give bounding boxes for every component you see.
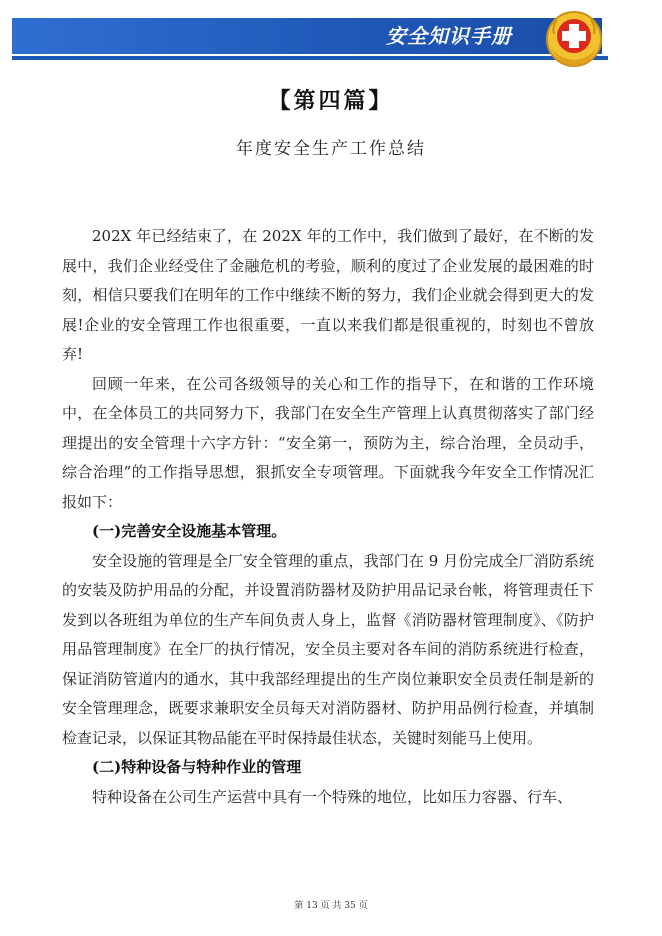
paragraph-intro: 202X 年已经结束了，在 202X 年的工作中，我们做到了最好，在不断的发展中，我们企业经受住了金融危机的考验，顺利的度过了企业发展的最困难的时刻，相信只要我们在明年的工作中继续不断的努力，我们企业就会得到更大的发展!企业的安全管理工作也很重要，一直以来我们都是很重视的，时刻也不曾放弃! (62, 227, 594, 363)
section-heading-facilities: (一)完善安全设施基本管理。 (92, 522, 287, 540)
header-bar (12, 18, 602, 54)
document-body (62, 222, 594, 812)
document-subtitle: 年度安全生产工作总结 (236, 139, 426, 159)
paragraph-special-equipment: 特种设备在公司生产运营中具有一个特殊的地位，比如压力容器、行车、 (92, 787, 573, 806)
section-heading-special-equipment: (二)特种设备与特种作业的管理 (92, 758, 302, 776)
paragraph-facilities: 安全设施的管理是全厂安全管理的重点，我部门在 9 月份完成全厂消防系统的安装及防护用品的分配，并设置消防器材及防护用品记录台帐，将管理责任下发到以各班组为单位的生产车间负责人身上，监督《消防器材管理制度》、《防护用品管理制度》在全厂的执行情况，安全员主要对各车间的消防系统进行检查，保证消防管道内的通水，其中我部经理提出的生产岗位兼职安全员责任制是新的安全管理理念，既要求兼职安全员每天对消防器材、防护用品例行检查，并填制检查记录，以保证其物品能在平时保持最佳状态，关键时刻能马上使用。 (62, 551, 594, 747)
part-title: 【第四篇】 (268, 88, 394, 114)
paragraph-review: 回顾一年来，在公司各级领导的关心和工作的指导下，在和谐的工作环境中，在全体员工的共同努力下，我部门在安全生产管理上认真贯彻落实了部门经理提出的安全管理十六字方针：“安全第一，预防为主，综合治理，全员动手，综合治理”的工作指导思想，狠抓安全专项管理。下面就我今年安全工作情况汇报如下： (62, 374, 594, 511)
header-underline (12, 56, 608, 60)
header-title: 安全知识手册 (386, 24, 512, 48)
page-number: 第 13 页 共 35 页 (294, 901, 368, 911)
safety-cross-emblem-icon (542, 6, 606, 70)
